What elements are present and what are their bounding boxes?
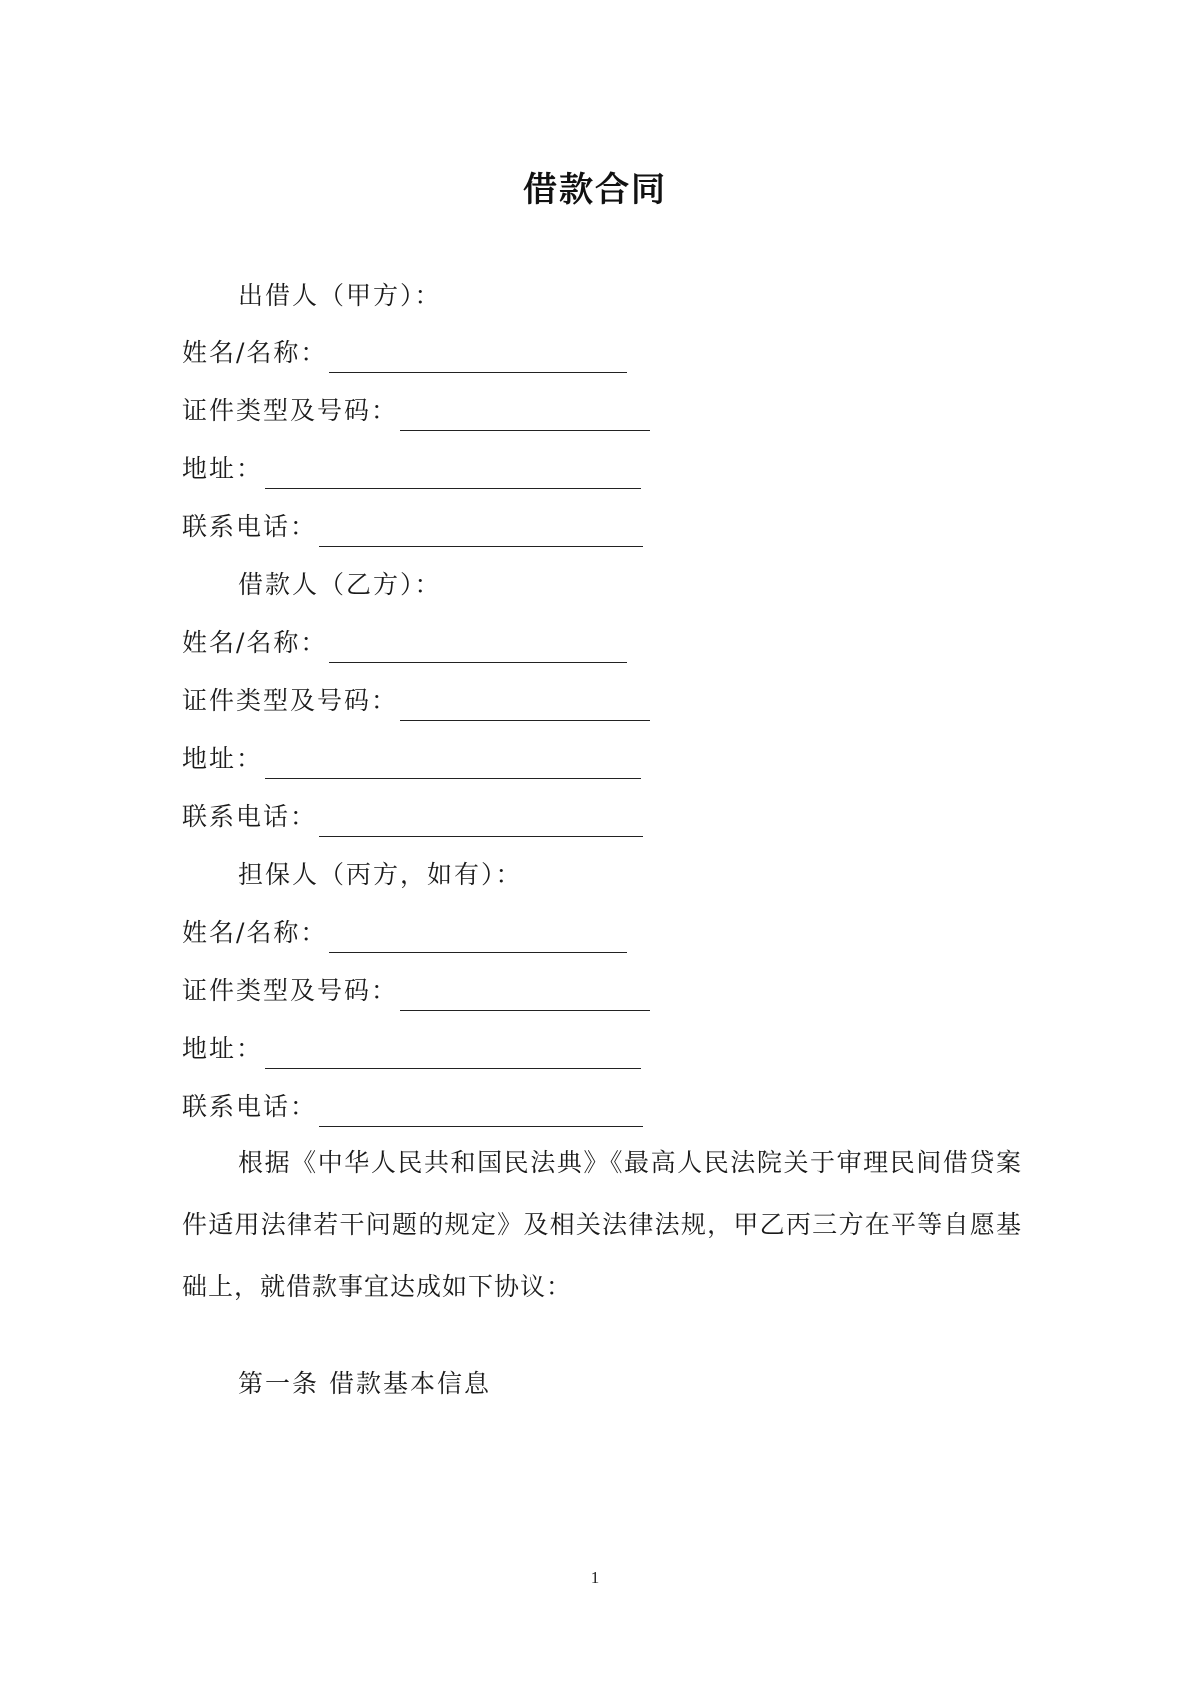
- borrower-address-blank[interactable]: [265, 748, 641, 779]
- article-1-heading: 第一条 借款基本信息: [238, 1369, 491, 1398]
- borrower-id-label: 证件类型及号码：: [182, 686, 399, 715]
- lender-id-blank[interactable]: [400, 400, 650, 431]
- guarantor-heading: 担保人（丙方，如有）：: [238, 860, 523, 889]
- borrower-phone-row: [182, 797, 643, 837]
- borrower-name-label: 姓名/名称：: [182, 628, 328, 657]
- borrower-name-blank[interactable]: [329, 632, 627, 663]
- borrower-phone-blank[interactable]: [319, 806, 643, 837]
- borrower-id-row: [182, 681, 650, 721]
- lender-heading: 出借人（甲方）：: [238, 281, 442, 310]
- lender-address-label: 地址：: [182, 454, 264, 483]
- guarantor-name-row: [182, 913, 627, 953]
- lender-name-row: [182, 333, 627, 373]
- guarantor-phone-label: 联系电话：: [182, 1092, 318, 1121]
- lender-id-label: 证件类型及号码：: [182, 396, 399, 425]
- guarantor-phone-blank[interactable]: [319, 1096, 643, 1127]
- borrower-address-label: 地址：: [182, 744, 264, 773]
- lender-address-blank[interactable]: [265, 458, 641, 489]
- borrower-phone-label: 联系电话：: [182, 802, 318, 831]
- guarantor-address-label: 地址：: [182, 1034, 264, 1063]
- borrower-id-blank[interactable]: [400, 690, 650, 721]
- document-title: 借款合同: [523, 170, 667, 210]
- lender-id-row: [182, 391, 650, 431]
- guarantor-id-label: 证件类型及号码：: [182, 976, 399, 1005]
- guarantor-id-row: [182, 971, 650, 1011]
- borrower-address-row: [182, 739, 641, 779]
- preamble-paragraph: 根据《中华人民共和国民法典》《最高人民法院关于审理民间借贷案件适用法律若干问题的规定》及相关法律法规，甲乙丙三方在平等自愿基础上，就借款事宜达成如下协议：: [182, 1148, 1022, 1301]
- guarantor-phone-row: [182, 1087, 643, 1127]
- lender-phone-row: [182, 507, 643, 547]
- borrower-heading: 借款人（乙方）：: [238, 570, 442, 599]
- lender-address-row: [182, 449, 641, 489]
- guarantor-name-label: 姓名/名称：: [182, 918, 328, 947]
- borrower-name-row: [182, 623, 627, 663]
- lender-name-blank[interactable]: [329, 342, 627, 373]
- guarantor-name-blank[interactable]: [329, 922, 627, 953]
- guarantor-address-row: [182, 1029, 641, 1069]
- page-number: 1: [590, 1568, 600, 1587]
- lender-name-label: 姓名/名称：: [182, 338, 328, 367]
- guarantor-id-blank[interactable]: [400, 980, 650, 1011]
- lender-phone-label: 联系电话：: [182, 512, 318, 541]
- lender-phone-blank[interactable]: [319, 516, 643, 547]
- guarantor-address-blank[interactable]: [265, 1038, 641, 1069]
